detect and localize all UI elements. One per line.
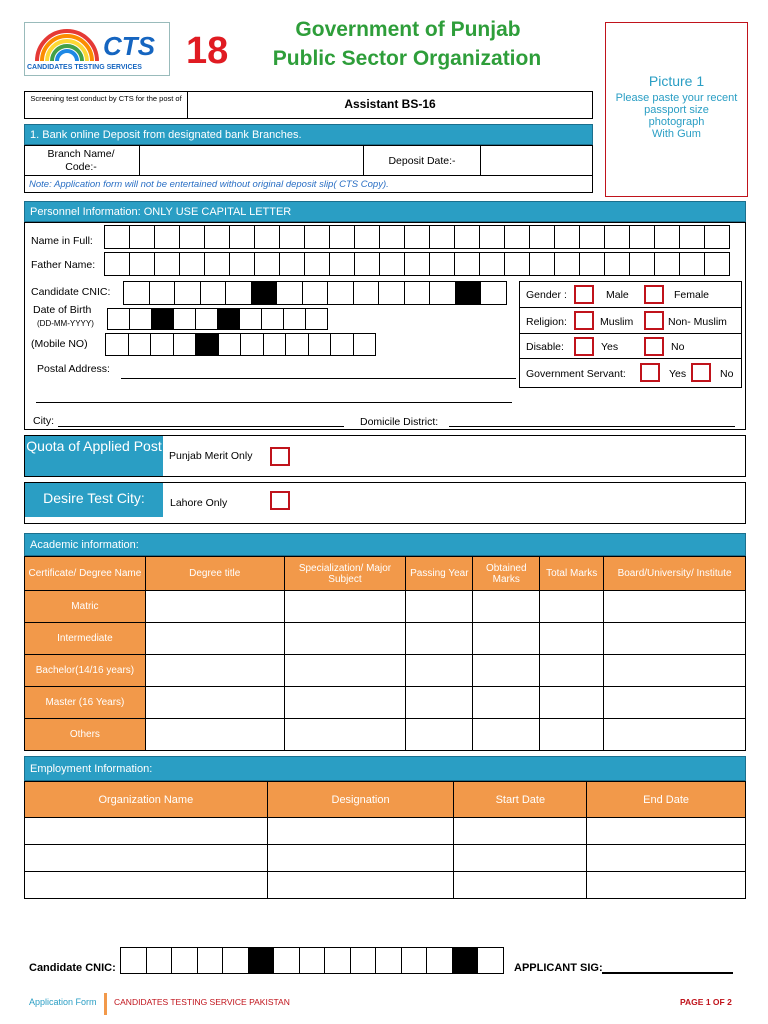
input-cell[interactable] [261, 308, 284, 330]
input-cell[interactable] [504, 252, 530, 276]
disable-no-checkbox[interactable] [644, 337, 664, 356]
gender-label: Gender : [526, 289, 567, 301]
employment-col-header: Organization Name [25, 782, 268, 818]
employment-col-header: Designation [267, 782, 454, 818]
branch-label: Branch Name/ Code:- [47, 148, 115, 173]
input-cell[interactable] [276, 281, 303, 305]
employment-table [24, 781, 746, 899]
input-cell[interactable] [179, 225, 205, 249]
input-cell[interactable] [654, 225, 680, 249]
govt-no-label: No [720, 368, 734, 380]
disable-yes-checkbox[interactable] [574, 337, 594, 356]
deposit-date-input[interactable] [481, 146, 592, 175]
academic-table [24, 556, 746, 751]
table-row [25, 818, 746, 845]
quota-section [24, 435, 746, 477]
footer-divider [104, 993, 107, 1015]
muslim-label: Muslim [600, 316, 634, 328]
input-cell[interactable] [554, 225, 580, 249]
footer-cnic-label: Candidate CNIC: [29, 962, 116, 974]
row-label-matric: Matric [25, 591, 146, 623]
input-cell[interactable] [452, 947, 479, 974]
academic-col-header: Obtained Marks [473, 557, 540, 591]
dob-cells[interactable] [108, 308, 328, 330]
input-cell[interactable] [195, 333, 219, 356]
female-label: Female [674, 289, 710, 301]
bank-note: Note: Application form will not be entertained without original deposit slip( CTS Copy). [29, 179, 389, 190]
input-cell[interactable] [354, 225, 380, 249]
input-cell[interactable] [379, 252, 405, 276]
mobile-cells[interactable] [106, 333, 376, 356]
input-cell[interactable] [229, 225, 255, 249]
non-muslim-label: Non- Muslim [668, 316, 727, 328]
post-value: Assistant BS-16 [344, 97, 436, 111]
bank-note-row [24, 175, 593, 193]
quota-title-text: Quota of Applied Post [26, 438, 162, 454]
govt-yes-checkbox[interactable] [640, 363, 660, 382]
input-cell[interactable] [154, 252, 180, 276]
employment-header: Employment Information: [24, 756, 746, 781]
father-cells[interactable] [105, 252, 730, 276]
input-cell[interactable] [225, 281, 252, 305]
logo-brand: CTS [103, 31, 155, 61]
input-cell[interactable] [146, 947, 173, 974]
input-cell[interactable] [151, 308, 174, 330]
input-cell[interactable] [350, 947, 377, 974]
input-cell[interactable] [120, 947, 147, 974]
input-cell[interactable] [579, 225, 605, 249]
input-cell[interactable] [330, 333, 354, 356]
input-cell[interactable] [279, 225, 305, 249]
input-cell[interactable] [327, 281, 354, 305]
dob-format: (DD-MM-YYYY) [37, 319, 94, 328]
table-row [25, 591, 746, 623]
row-label-master: Master (16 Years) [25, 687, 146, 719]
input-cell[interactable] [404, 281, 431, 305]
quota-option-label: Punjab Merit Only [169, 450, 253, 462]
input-cell[interactable] [353, 281, 380, 305]
input-cell[interactable] [379, 225, 405, 249]
picture-line-3: photograph [648, 116, 705, 128]
input-cell[interactable] [429, 252, 455, 276]
deposit-date-label: Deposit Date:- [388, 155, 456, 167]
city-line[interactable] [58, 426, 344, 427]
input-cell[interactable] [324, 947, 351, 974]
input-cell[interactable] [128, 333, 152, 356]
input-cell[interactable] [195, 308, 218, 330]
table-row [25, 845, 746, 872]
input-cell[interactable] [455, 281, 482, 305]
input-cell[interactable] [604, 225, 630, 249]
branch-input[interactable] [140, 146, 363, 175]
input-cell[interactable] [299, 947, 326, 974]
input-cell[interactable] [302, 281, 329, 305]
input-cell[interactable] [579, 252, 605, 276]
table-row [25, 872, 746, 899]
input-cell[interactable] [679, 225, 705, 249]
input-cell[interactable] [604, 252, 630, 276]
input-cell[interactable] [104, 225, 130, 249]
input-cell[interactable] [679, 252, 705, 276]
input-cell[interactable] [554, 252, 580, 276]
employment-col-header: Start Date [454, 782, 587, 818]
footer-form-label: Application Form [29, 997, 97, 1007]
input-cell[interactable] [429, 225, 455, 249]
row-label-bachelor: Bachelor(14/16 years) [25, 655, 146, 687]
name-label: Name in Full: [31, 235, 93, 247]
input-cell[interactable] [129, 252, 155, 276]
input-cell[interactable] [279, 252, 305, 276]
academic-header-row [25, 557, 746, 591]
title-line-1: Government of Punjab [295, 18, 521, 41]
signature-line[interactable] [602, 972, 733, 974]
muslim-checkbox[interactable] [574, 311, 594, 330]
input-cell[interactable] [283, 308, 306, 330]
disable-no-label: No [671, 341, 685, 353]
male-checkbox[interactable] [574, 285, 594, 304]
test-city-title-text: Desire Test City: [43, 490, 145, 506]
input-cell[interactable] [329, 252, 355, 276]
picture-line-2: passport size [644, 104, 709, 116]
postal-line-2[interactable] [36, 402, 512, 403]
input-cell[interactable] [353, 333, 377, 356]
footer-cnic-cells[interactable] [121, 947, 504, 974]
academic-col-header: Certificate/ Degree Name [25, 557, 146, 591]
input-cell[interactable] [204, 252, 230, 276]
input-cell[interactable] [240, 333, 264, 356]
input-cell[interactable] [654, 252, 680, 276]
academic-header: Academic information: [24, 533, 746, 556]
input-cell[interactable] [454, 252, 480, 276]
cts-logo [24, 22, 170, 76]
picture-title: Picture 1 [648, 73, 705, 89]
input-cell[interactable] [479, 252, 505, 276]
input-cell[interactable] [704, 225, 730, 249]
academic-col-header: Total Marks [540, 557, 604, 591]
father-label: Father Name: [31, 259, 96, 271]
employment-col-header: End Date [587, 782, 746, 818]
input-cell[interactable] [174, 281, 201, 305]
input-cell[interactable] [239, 308, 262, 330]
input-cell[interactable] [401, 947, 428, 974]
bank-header: 1. Bank online Deposit from designated bank Branches. [24, 124, 593, 145]
non-muslim-checkbox[interactable] [644, 311, 664, 330]
logo-tagline: CANDIDATES TESTING SERVICES [27, 64, 142, 71]
row-label-intermediate: Intermediate [25, 623, 146, 655]
test-city-title [25, 483, 163, 517]
input-cell[interactable] [308, 333, 332, 356]
test-city-option-label: Lahore Only [170, 497, 228, 509]
test-city-section [24, 482, 746, 524]
input-cell[interactable] [218, 333, 242, 356]
lahore-checkbox[interactable] [270, 491, 290, 510]
input-cell[interactable] [375, 947, 402, 974]
postal-line-1[interactable] [121, 378, 516, 379]
employment-header-row [25, 782, 746, 818]
input-cell[interactable] [305, 308, 328, 330]
picture-line-4: With Gum [652, 128, 701, 140]
input-cell[interactable] [197, 947, 224, 974]
input-cell[interactable] [504, 225, 530, 249]
female-checkbox[interactable] [644, 285, 664, 304]
govt-yes-label: Yes [669, 368, 687, 380]
input-cell[interactable] [329, 225, 355, 249]
input-cell[interactable] [123, 281, 150, 305]
table-row [25, 687, 746, 719]
footer-org: CANDIDATES TESTING SERVICE PAKISTAN [114, 997, 290, 1007]
input-cell[interactable] [129, 308, 152, 330]
input-cell[interactable] [179, 252, 205, 276]
input-cell[interactable] [222, 947, 249, 974]
table-row [25, 719, 746, 751]
form-number: 18 [186, 30, 229, 72]
cnic-cells[interactable] [124, 281, 507, 305]
input-cell[interactable] [304, 225, 330, 249]
picture-line-1: Please paste your recent [615, 92, 738, 104]
footer-page: PAGE 1 OF 2 [680, 997, 732, 1007]
mobile-label: (Mobile NO) [31, 338, 88, 350]
academic-col-header: Specialization/ Major Subject [284, 557, 406, 591]
input-cell[interactable] [480, 281, 507, 305]
input-cell[interactable] [173, 333, 197, 356]
input-cell[interactable] [629, 225, 655, 249]
input-cell[interactable] [105, 333, 129, 356]
post-label: Screening test conduct by CTS for the post of [30, 94, 182, 103]
govt-no-checkbox[interactable] [691, 363, 711, 382]
domicile-label: Domicile District: [360, 416, 439, 428]
post-row [24, 91, 593, 119]
input-cell[interactable] [200, 281, 227, 305]
academic-col-header: Degree title [145, 557, 284, 591]
input-cell[interactable] [273, 947, 300, 974]
postal-label: Postal Address: [37, 363, 110, 375]
input-cell[interactable] [529, 225, 555, 249]
city-label: City: [33, 415, 54, 427]
name-cells[interactable] [105, 225, 730, 249]
input-cell[interactable] [248, 947, 275, 974]
input-cell[interactable] [629, 252, 655, 276]
male-label: Male [606, 289, 629, 301]
input-cell[interactable] [454, 225, 480, 249]
input-cell[interactable] [171, 947, 198, 974]
input-cell[interactable] [378, 281, 405, 305]
input-cell[interactable] [263, 333, 287, 356]
input-cell[interactable] [254, 225, 280, 249]
input-cell[interactable] [229, 252, 255, 276]
cnic-label: Candidate CNIC: [31, 286, 111, 298]
input-cell[interactable] [129, 225, 155, 249]
input-cell[interactable] [704, 252, 730, 276]
input-cell[interactable] [404, 252, 430, 276]
input-cell[interactable] [251, 281, 278, 305]
bank-row [24, 145, 593, 176]
input-cell[interactable] [529, 252, 555, 276]
input-cell[interactable] [429, 281, 456, 305]
input-cell[interactable] [479, 225, 505, 249]
input-cell[interactable] [285, 333, 309, 356]
input-cell[interactable] [204, 225, 230, 249]
domicile-line[interactable] [449, 426, 735, 427]
title-line-2: Public Sector Organization [272, 47, 542, 70]
table-row [25, 623, 746, 655]
academic-col-header: Passing Year [406, 557, 473, 591]
signature-label: APPLICANT SIG: [514, 962, 603, 974]
disable-yes-label: Yes [601, 341, 619, 353]
input-cell[interactable] [426, 947, 453, 974]
input-cell[interactable] [154, 225, 180, 249]
input-cell[interactable] [254, 252, 280, 276]
input-cell[interactable] [107, 308, 130, 330]
govt-label: Government Servant: [526, 368, 626, 380]
religion-label: Religion: [526, 316, 567, 328]
input-cell[interactable] [354, 252, 380, 276]
input-cell[interactable] [149, 281, 176, 305]
personal-header: Personnel Information: ONLY USE CAPITAL LETTER [24, 201, 746, 222]
input-cell[interactable] [150, 333, 174, 356]
dob-label: Date of Birth [33, 304, 92, 316]
input-cell[interactable] [173, 308, 196, 330]
punjab-merit-checkbox[interactable] [270, 447, 290, 466]
input-cell[interactable] [477, 947, 504, 974]
disable-label: Disable: [526, 341, 564, 353]
input-cell[interactable] [304, 252, 330, 276]
picture-box[interactable] [605, 22, 748, 197]
input-cell[interactable] [217, 308, 240, 330]
table-row [25, 655, 746, 687]
quota-title [25, 436, 163, 476]
input-cell[interactable] [404, 225, 430, 249]
input-cell[interactable] [104, 252, 130, 276]
row-label-others: Others [25, 719, 146, 751]
academic-col-header: Board/University/ Institute [604, 557, 746, 591]
rainbow-logo-icon [33, 27, 103, 61]
